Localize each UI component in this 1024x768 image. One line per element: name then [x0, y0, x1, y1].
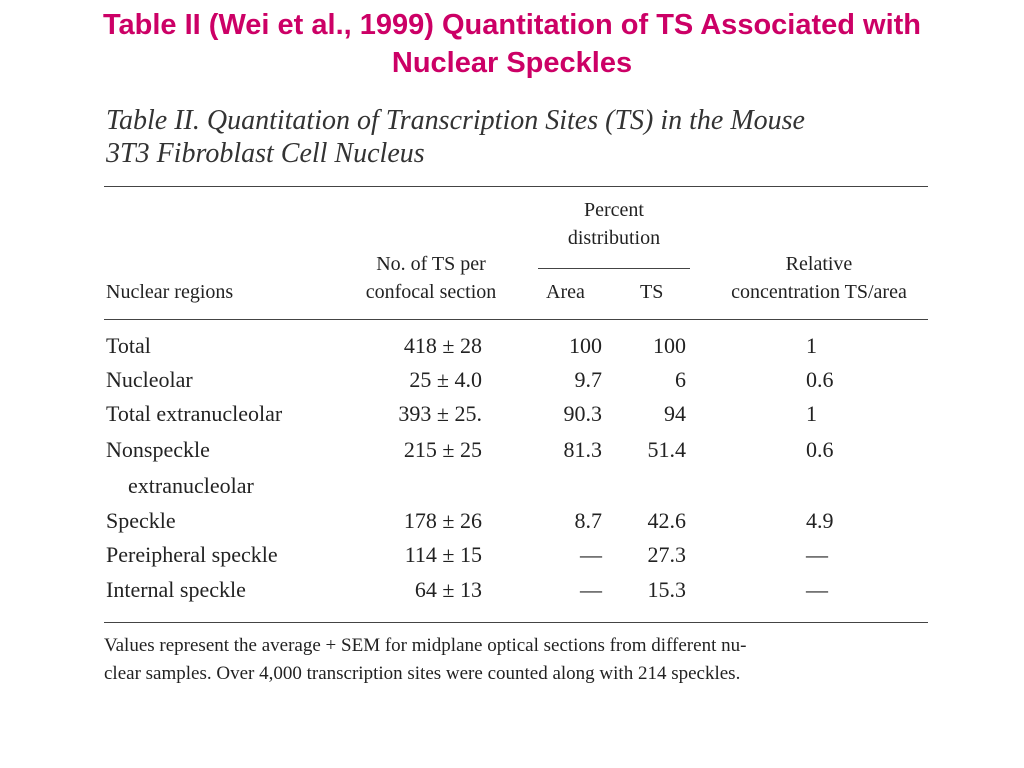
- cell-ts-percent: 100: [653, 333, 686, 358]
- cell-relative: —: [806, 577, 828, 602]
- cell-ts-per-section: 114 ± 15: [404, 542, 482, 567]
- cell-relative: 4.9: [806, 508, 834, 533]
- slide-title: [0, 6, 1024, 82]
- header-relative-line2: concentration TS/area: [731, 281, 907, 303]
- header-ts-line1: No. of TS per: [376, 253, 486, 275]
- table-footnote-line2: clear samples. Over 4,000 transcription sites were counted along with 214 speckles.: [104, 663, 741, 684]
- table-row: [104, 362, 928, 398]
- header-percent-line1: Percent: [584, 199, 644, 221]
- cell-area: 90.3: [563, 401, 602, 426]
- percent-distribution-rule: [538, 268, 690, 269]
- cell-ts-per-section: 418 ± 28: [403, 333, 482, 358]
- slide-title-line2: Nuclear Speckles: [391, 47, 633, 79]
- header-relative: [704, 250, 934, 306]
- cell-relative: 1: [806, 333, 817, 358]
- cell-ts-percent: 42.6: [647, 508, 686, 533]
- cell-region-line2: extranucleolar: [128, 473, 254, 498]
- cell-region: Nonspeckle: [106, 437, 210, 462]
- header-ts: TS: [640, 281, 664, 303]
- cell-region: Internal speckle: [106, 577, 246, 602]
- table-row-continuation: [104, 468, 928, 504]
- table-footnote-line1: Values represent the average + SEM for midplane optical sections from different nu-: [104, 635, 747, 656]
- header-nuclear-regions: Nuclear regions: [106, 281, 234, 303]
- cell-area: —: [580, 577, 602, 602]
- cell-ts-per-section: 64 ± 13: [414, 577, 482, 602]
- cell-area: 8.7: [574, 508, 602, 533]
- cell-ts-percent: 51.4: [647, 437, 686, 462]
- cell-area: 81.3: [563, 437, 602, 462]
- table-caption-line1: Table II. Quantitation of Transcription Sites (TS) in the Mouse: [106, 105, 805, 136]
- table-header-rule: [104, 319, 928, 320]
- header-ts-per-section: [342, 250, 520, 306]
- header-percent: [534, 196, 694, 252]
- header-relative-line1: Relative: [785, 253, 853, 275]
- header-area: Area: [546, 281, 585, 303]
- cell-region: Total: [106, 333, 151, 358]
- cell-region: Total extranucleolar: [106, 401, 283, 426]
- header-percent-line2: distribution: [567, 227, 661, 249]
- cell-area: —: [580, 542, 602, 567]
- cell-region: Nucleolar: [106, 367, 193, 392]
- table-row: [104, 396, 928, 432]
- cell-region: Speckle: [106, 508, 176, 533]
- cell-area: 9.7: [574, 367, 602, 392]
- table-bottom-rule: [104, 622, 928, 623]
- cell-relative: —: [806, 542, 828, 567]
- cell-ts-per-section: 178 ± 26: [403, 508, 482, 533]
- table-footnote: [104, 632, 928, 688]
- cell-ts-percent: 27.3: [647, 542, 686, 567]
- cell-relative: 0.6: [806, 437, 834, 462]
- slide-title-line1: Table II (Wei et al., 1999) Quantitation of TS Associated with: [102, 9, 922, 41]
- cell-relative: 0.6: [806, 367, 834, 392]
- table-figure: [104, 104, 928, 684]
- cell-area: 100: [569, 333, 602, 358]
- cell-ts-per-section: 215 ± 25: [403, 437, 482, 462]
- table-row: [104, 503, 928, 539]
- table-row: [104, 328, 928, 364]
- cell-relative: 1: [806, 401, 817, 426]
- cell-ts-percent: 94: [664, 401, 686, 426]
- cell-ts-percent: 6: [675, 367, 686, 392]
- table-caption: [104, 104, 928, 170]
- cell-region: Pereipheral speckle: [106, 542, 278, 567]
- table-caption-line2: 3T3 Fibroblast Cell Nucleus: [106, 138, 425, 169]
- table-row: [104, 537, 928, 573]
- table-top-rule: [104, 186, 928, 187]
- cell-ts-percent: 15.3: [647, 577, 686, 602]
- cell-ts-per-section: 393 ± 25.: [398, 401, 482, 426]
- table-row: [104, 432, 928, 468]
- table-row: [104, 572, 928, 608]
- cell-ts-per-section: 25 ± 4.0: [409, 367, 482, 392]
- header-ts-line2: confocal section: [365, 281, 497, 303]
